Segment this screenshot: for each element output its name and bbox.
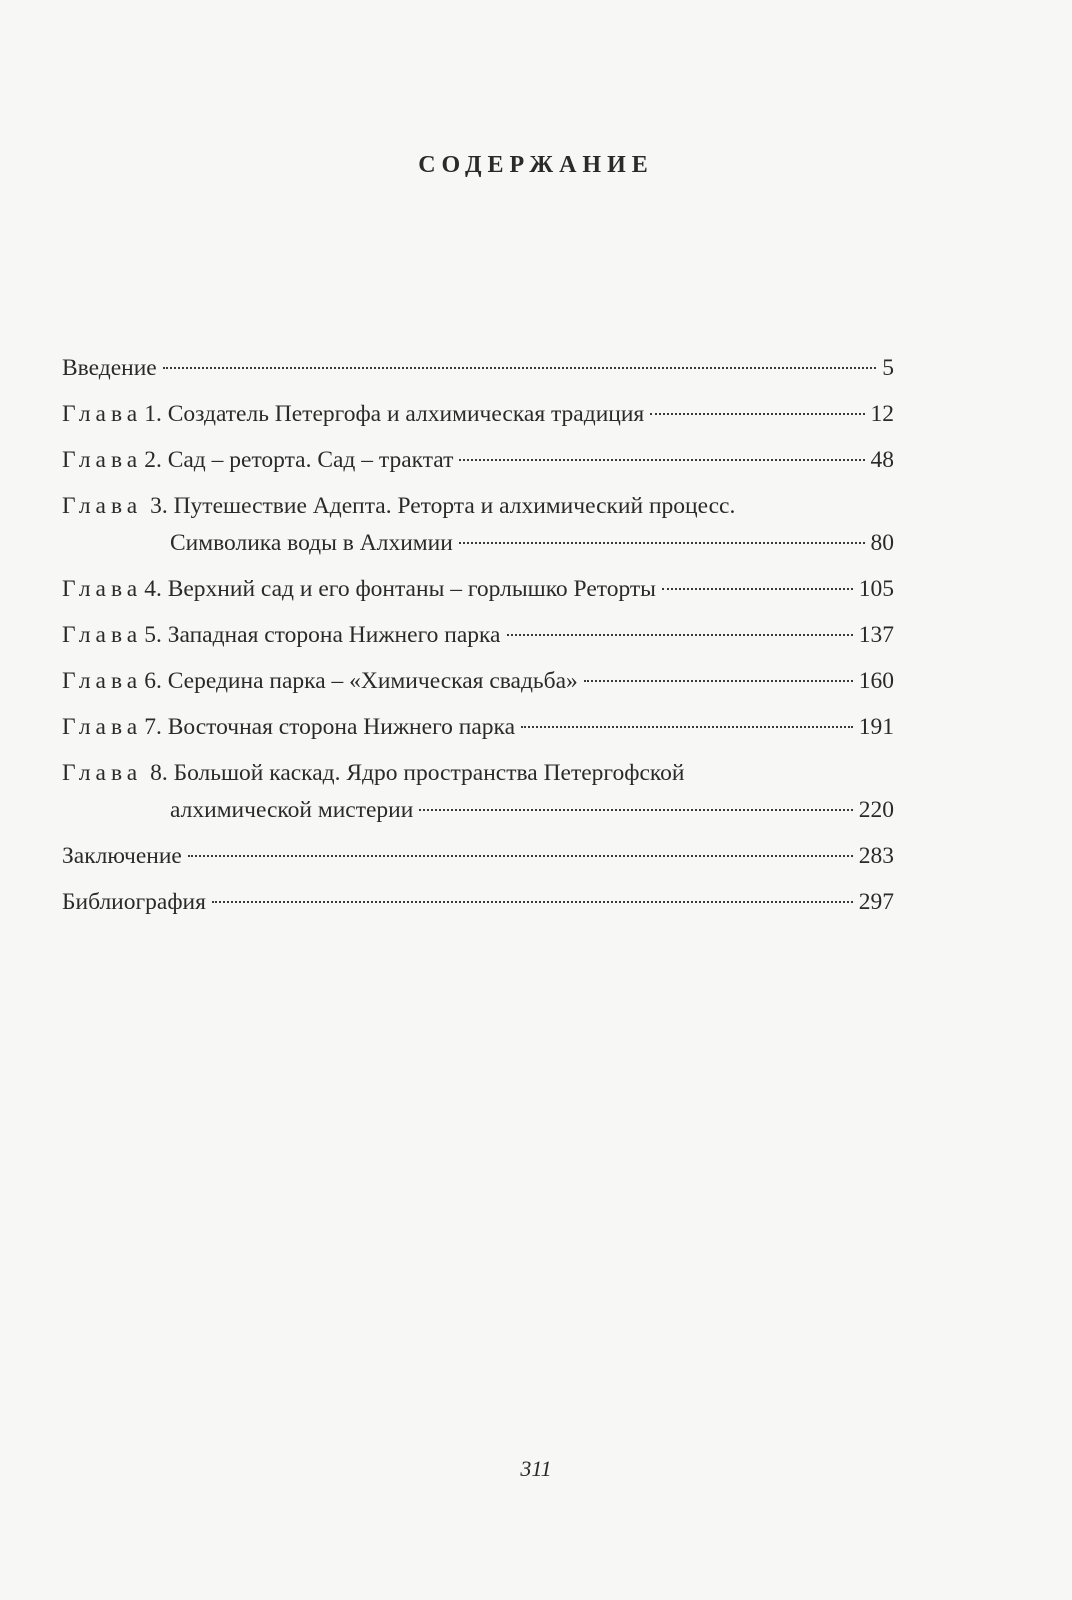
toc-entry-chapter-4[interactable] (62, 571, 894, 608)
leader-dots (459, 542, 865, 544)
toc-entry-chapter-1[interactable] (62, 396, 894, 433)
toc-entry-title: 1. Создатель Петергофа и алхимическая традиция (144, 401, 645, 427)
chapter-label: Глава (62, 576, 143, 602)
toc-page-number: 48 (870, 447, 894, 473)
chapter-label: Глава (62, 668, 143, 694)
toc-entry-bibliography[interactable] (62, 884, 894, 921)
leader-dots (459, 459, 864, 461)
page-number: 311 (520, 1456, 552, 1481)
toc-page-number: 80 (870, 530, 894, 556)
toc-entry-chapter-8[interactable] (62, 755, 894, 829)
toc-page-number: 160 (858, 668, 894, 694)
toc-entry-title: 2. Сад – реторта. Сад – трактат (144, 447, 454, 473)
toc-page-number: 105 (858, 576, 894, 602)
chapter-label: Глава (62, 622, 143, 648)
leader-dots (662, 588, 853, 590)
toc-entry-chapter-2[interactable] (62, 442, 894, 479)
toc-page-number: 220 (858, 797, 894, 823)
chapter-label: Глава (62, 447, 143, 473)
toc-page-number: 191 (858, 714, 894, 740)
toc-entry-conclusion[interactable] (62, 838, 894, 875)
toc-entry-title: Библиография (62, 889, 206, 915)
toc-page-number: 283 (858, 843, 894, 869)
chapter-label: Глава (62, 760, 143, 786)
chapter-label: Глава (62, 493, 143, 519)
toc-entry-title: 7. Восточная сторона Нижнего парка (144, 714, 515, 740)
toc-entry-chapter-7[interactable] (62, 709, 894, 746)
toc-entry-chapter-3[interactable] (62, 488, 894, 562)
toc-entry-title: 5. Западная сторона Нижнего парка (144, 622, 501, 648)
toc-entry-title: 6. Середина парка – «Химическая свадьба» (144, 668, 578, 694)
chapter-label: Глава (62, 401, 143, 427)
toc-page-number: 137 (858, 622, 894, 648)
leader-dots (188, 855, 853, 857)
leader-dots (507, 634, 853, 636)
toc-entry-chapter-5[interactable] (62, 617, 894, 654)
leader-dots (212, 901, 853, 903)
toc-entry-title: Введение (62, 355, 157, 381)
toc-entry-title-continued: алхимической мистерии (170, 797, 414, 823)
toc-page-number: 5 (882, 355, 894, 381)
toc-entry-title: Заключение (62, 843, 182, 869)
page-title: СОДЕРЖАНИЕ (418, 152, 654, 178)
leader-dots (584, 680, 853, 682)
table-of-contents (62, 350, 894, 930)
leader-dots (521, 726, 853, 728)
toc-entry-introduction[interactable] (62, 350, 894, 387)
leader-dots (419, 809, 852, 811)
leader-dots (650, 413, 864, 415)
toc-entry-title: 3. Путешествие Адепта. Реторта и алхимический процесс. (150, 493, 736, 519)
toc-page-number: 297 (858, 889, 894, 915)
toc-entry-title: 8. Большой каскад. Ядро пространства Петергофской (150, 760, 685, 786)
toc-page-number: 12 (870, 401, 894, 427)
leader-dots (163, 367, 877, 369)
toc-entry-title: 4. Верхний сад и его фонтаны – горлышко Реторты (144, 576, 656, 602)
toc-entry-title-continued: Символика воды в Алхимии (170, 530, 453, 556)
toc-entry-chapter-6[interactable] (62, 663, 894, 700)
chapter-label: Глава (62, 714, 143, 740)
